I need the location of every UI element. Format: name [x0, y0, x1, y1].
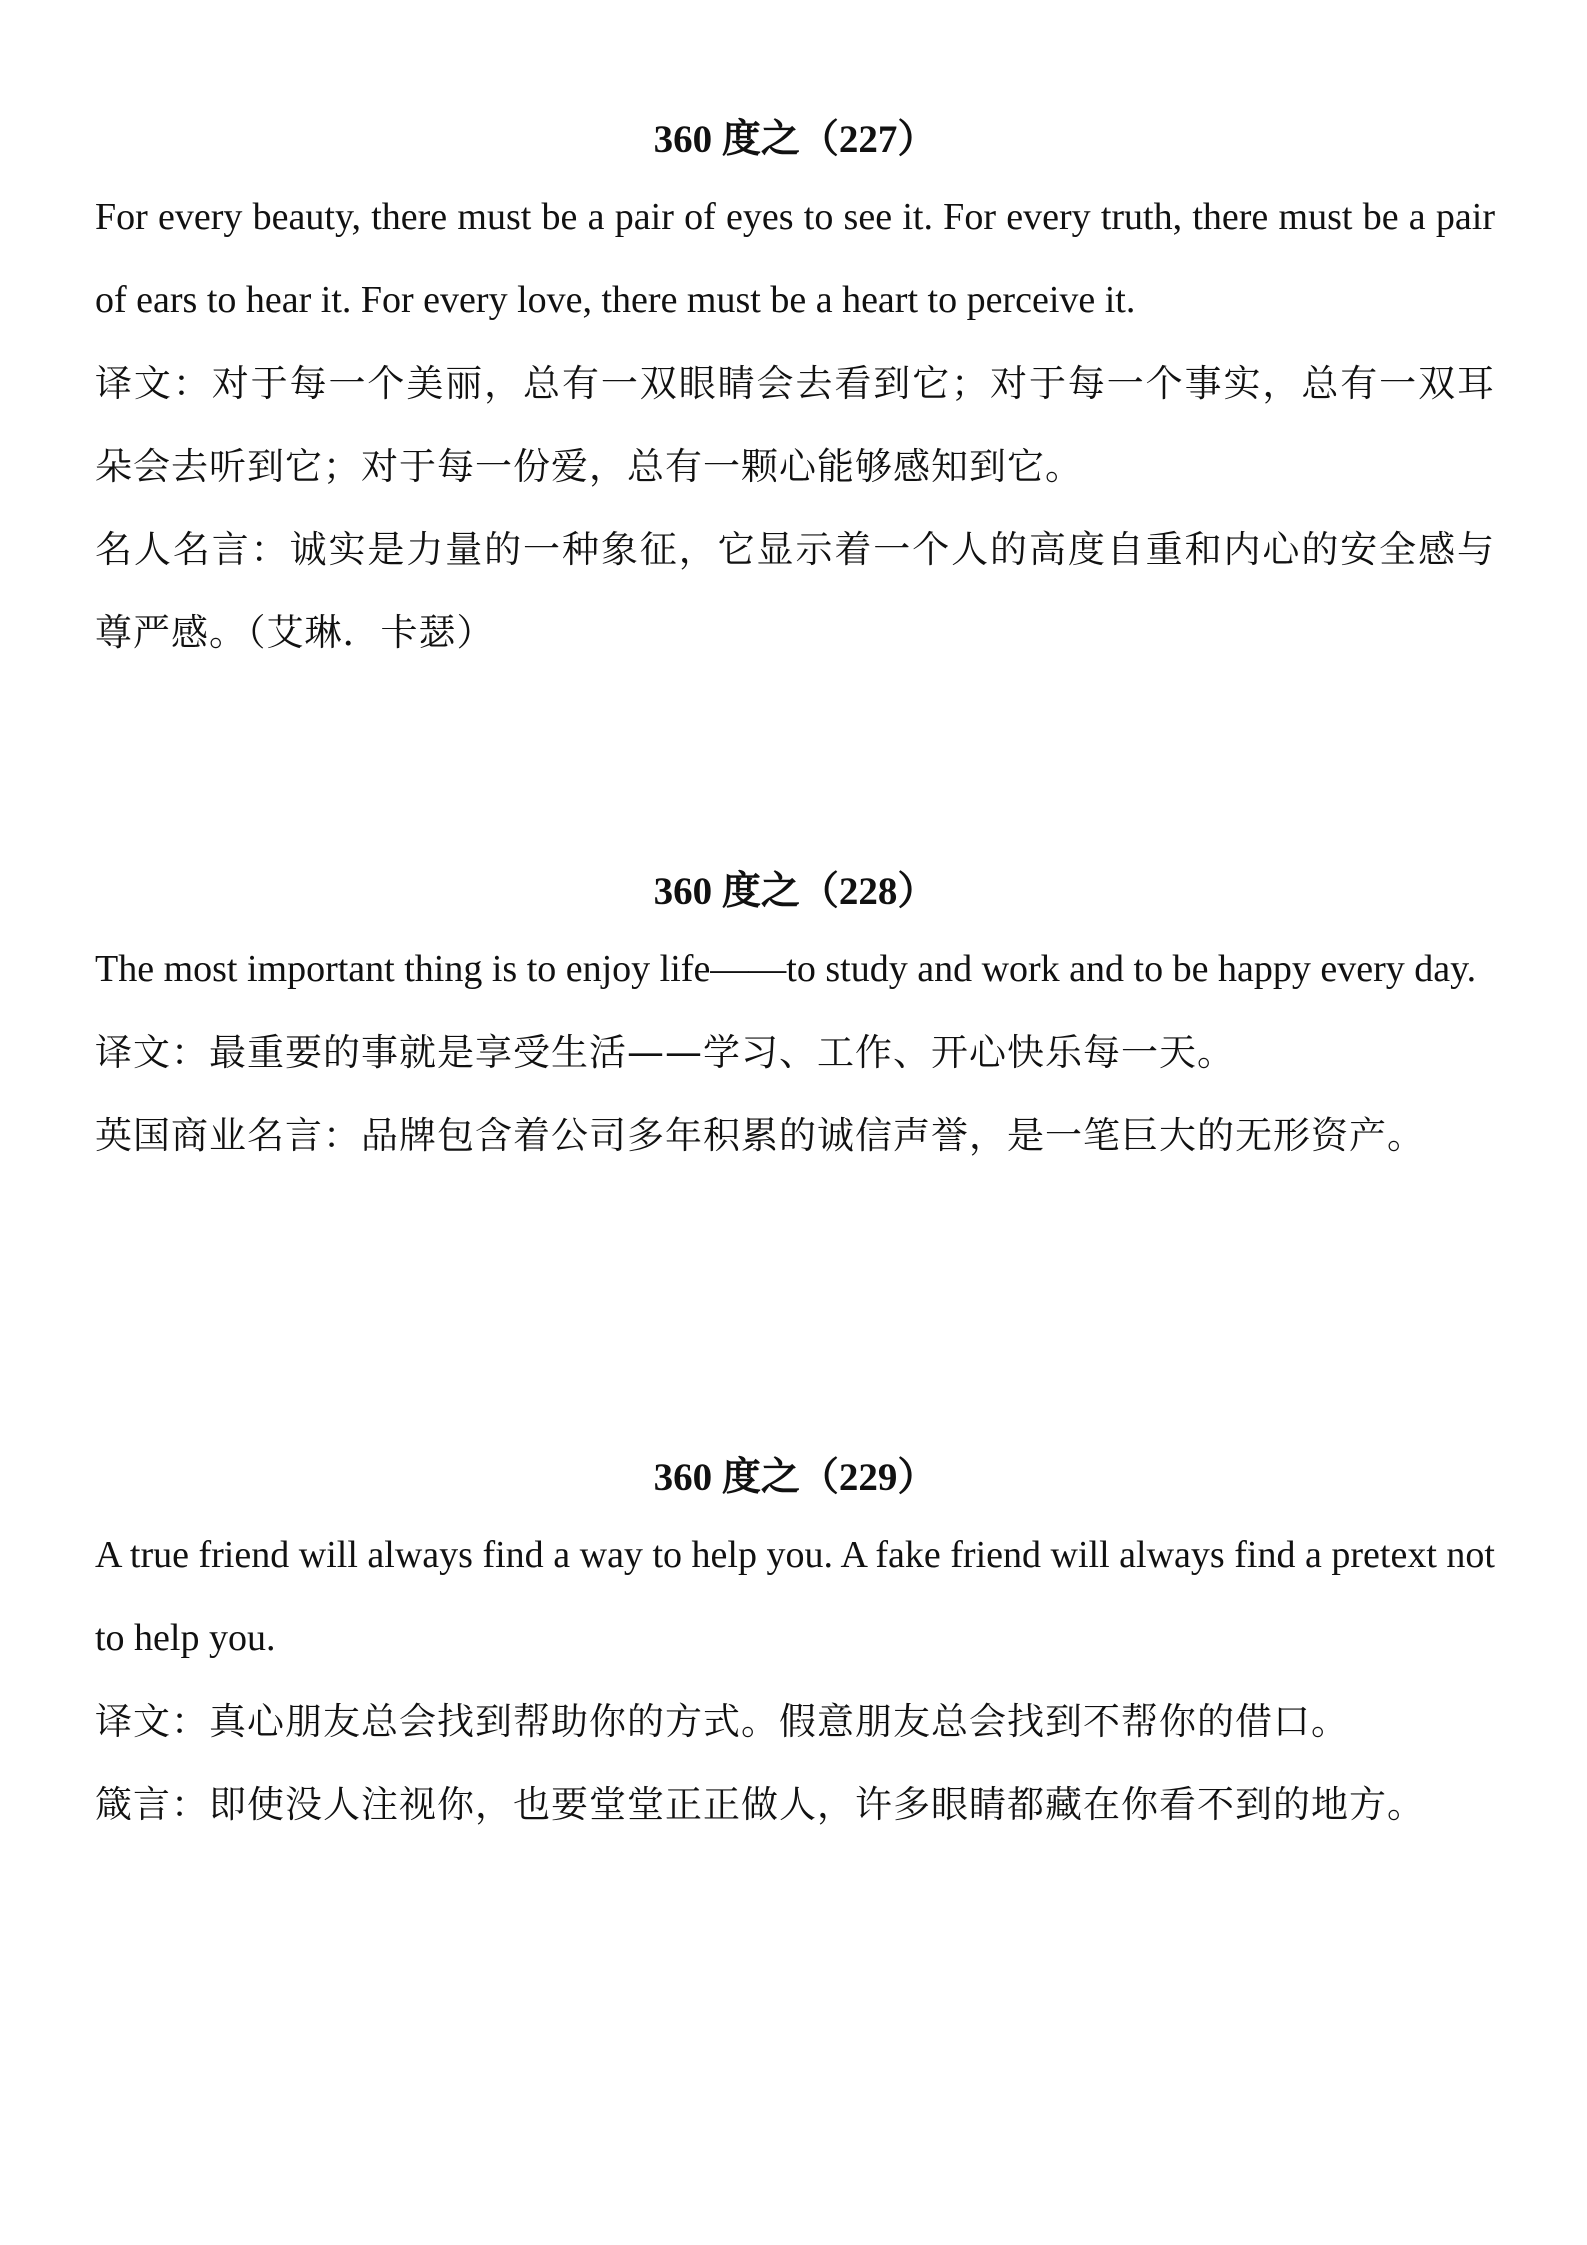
chinese-translation: 译文：真心朋友总会找到帮助你的方式。假意朋友总会找到不帮你的借口。	[95, 1700, 1349, 1743]
famous-quote: 箴言：即使没人注视你，也要堂堂正正做人，许多眼睛都藏在你看不到的地方。	[95, 1783, 1425, 1826]
chinese-translation: 译文：最重要的事就是享受生活——学习、工作、开心快乐每一天。	[95, 1031, 1235, 1074]
entry-229	[95, 1448, 1495, 1846]
english-quote: For every beauty, there must be a pair of eyes to see it. For every truth, there must be a pair of ears to hear it. For every love, there must be a heart to perceive it.	[95, 196, 1495, 321]
entry-title: 360 度之（229）	[653, 1456, 937, 1499]
english-quote: The most important thing is to enjoy life——to study and work and to be happy every day.	[95, 948, 1477, 990]
entry-title: 360 度之（228）	[653, 870, 937, 913]
famous-quote: 英国商业名言：品牌包含着公司多年积累的诚信声誉，是一笔巨大的无形资产。	[95, 1114, 1425, 1157]
english-quote: A true friend will always find a way to help you. A fake friend will always find a pretext not to help you.	[95, 1534, 1495, 1659]
entry-227	[95, 110, 1495, 674]
entry-title: 360 度之（227）	[653, 118, 937, 161]
entry-228	[95, 862, 1495, 1177]
chinese-translation: 译文：对于每一个美丽，总有一双眼睛会去看到它；对于每一个事实，总有一双耳朵会去听到它；对于每一份爱，总有一颗心能够感知到它。	[95, 362, 1495, 488]
famous-quote: 名人名言：诚实是力量的一种象征，它显示着一个人的高度自重和内心的安全感与尊严感。（艾琳．卡瑟）	[95, 528, 1495, 654]
